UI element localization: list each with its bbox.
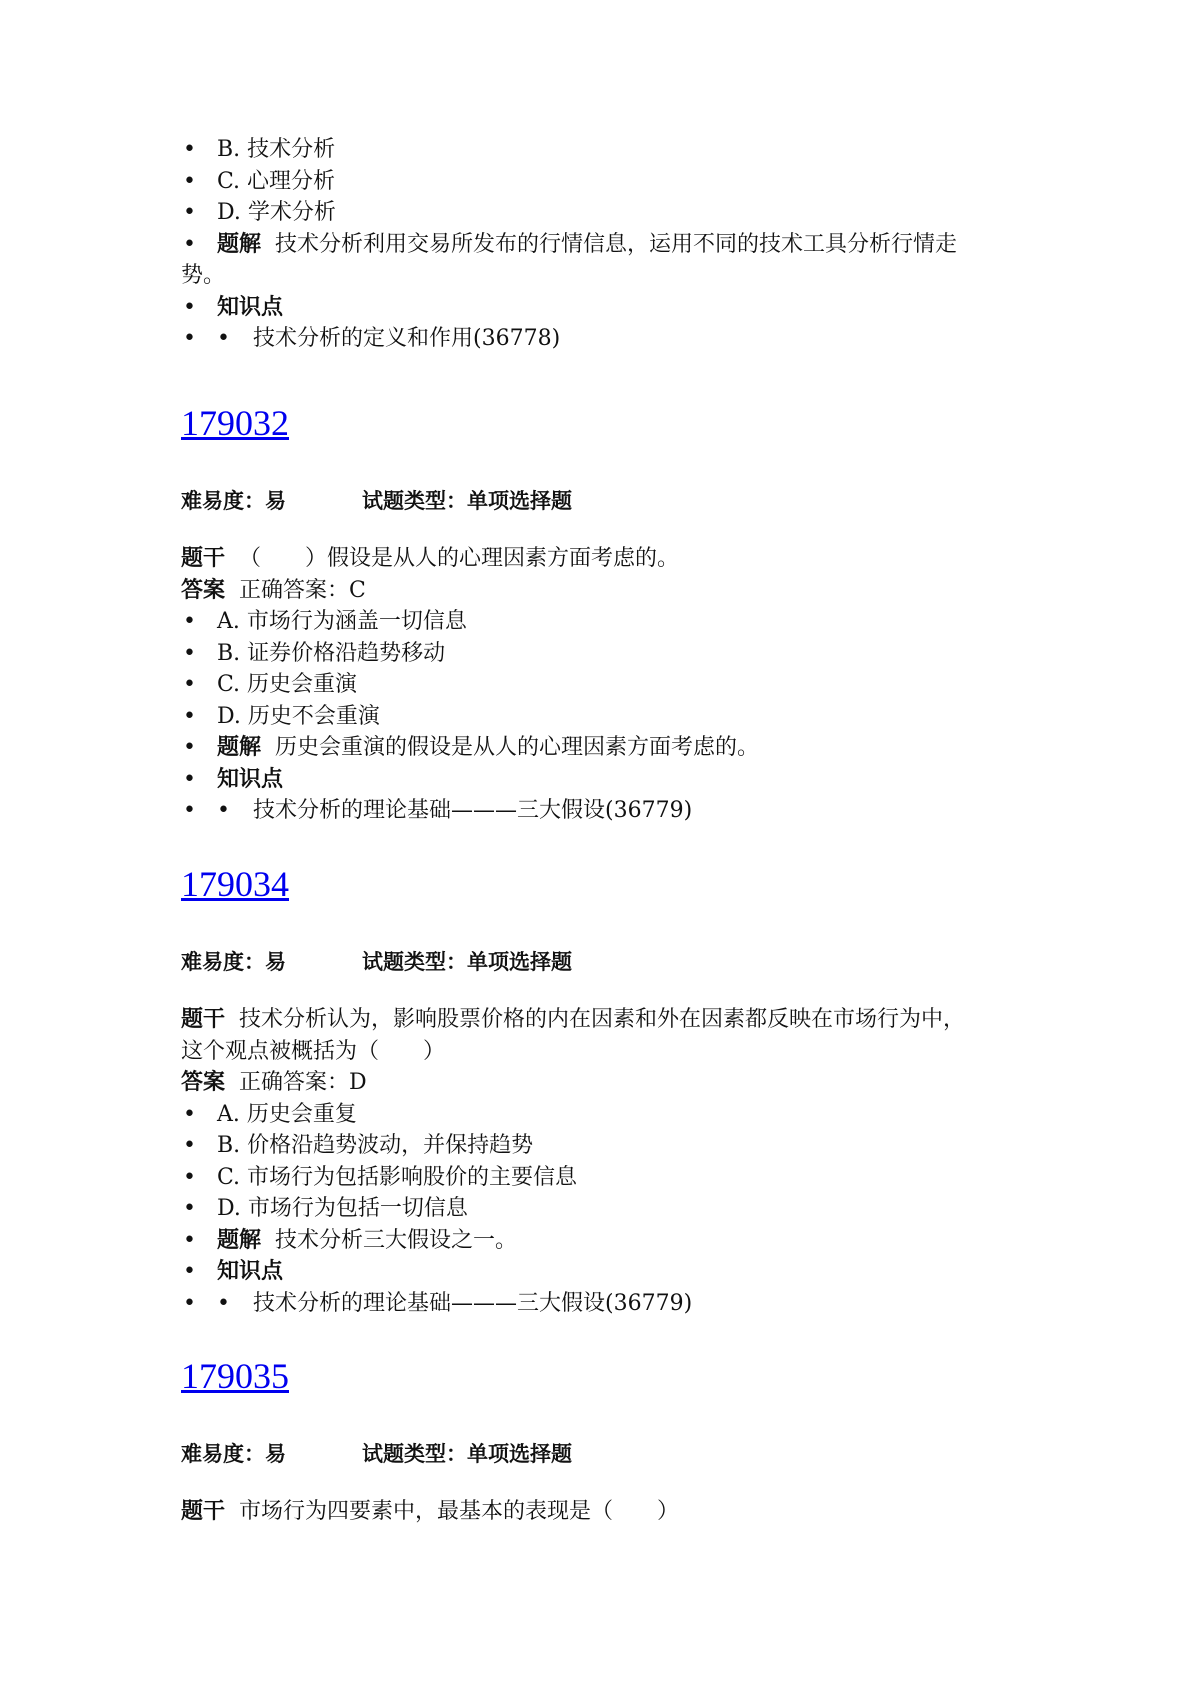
question-stem-continuation: 这个观点被概括为（ ） [181,1038,446,1064]
list-item-option-d: • D. 市场行为包括一切信息 [183,1196,468,1221]
knowledge-label: 知识点 [217,294,284,320]
question-body-179034 [181,1004,965,1319]
list-item-option-d: • D. 学术分析 [183,200,336,225]
question-179035 [181,1355,289,1397]
list-item-knowledge: • 知识点 [183,766,284,792]
question-179034 [181,863,289,905]
question-179032 [181,402,289,444]
previous-question-tail [181,134,957,355]
list-item-option-d: • D. 历史不会重演 [183,703,380,729]
question-id-link[interactable]: 179035 [181,1356,289,1396]
question-meta [181,485,572,515]
list-item-option-b: • B. 技术分析 [183,137,336,162]
answer-label: 答案 [181,1070,226,1095]
explanation-label: 题解 [217,231,262,257]
stem-label: 题干 [181,546,226,571]
list-item-option-c: • C. 历史会重演 [183,672,358,697]
question-stem: 题干 （ ）假设是从人的心理因素方面考虑的。 [181,546,680,571]
explanation-label: 题解 [217,1227,262,1253]
answer-label: 答案 [181,577,226,603]
question-id-link[interactable]: 179032 [181,403,289,443]
list-item-option-c: • C. 市场行为包括影响股价的主要信息 [183,1164,578,1190]
list-item-option-a: • A. 市场行为涵盖一切信息 [183,609,467,634]
question-answer: 答案 正确答案：D [181,1070,367,1095]
question-type-label: 试题类型：单项选择题 [362,950,572,974]
list-item-knowledge: • 知识点 [183,294,284,320]
question-body-179032 [181,543,759,827]
knowledge-label: 知识点 [217,766,284,792]
explanation-label: 题解 [217,735,262,760]
list-item-option-c: • C. 心理分析 [183,168,336,194]
question-meta [181,946,572,976]
stem-label: 题干 [181,1007,226,1032]
question-meta [181,1438,572,1468]
list-item-explanation: • 题解 历史会重演的假设是从人的心理因素方面考虑的。 [183,735,760,760]
list-item-knowledge-point: • • 技术分析的理论基础———三大假设(36779) [183,1290,693,1316]
explanation-continuation: 势。 [181,263,226,288]
question-body-179035 [181,1496,679,1528]
list-item-option-b: • B. 证券价格沿趋势移动 [183,640,446,666]
knowledge-label: 知识点 [217,1259,284,1284]
question-id-link[interactable]: 179034 [181,864,289,904]
list-item-knowledge-point: • • 技术分析的理论基础———三大假设(36779) [183,798,693,823]
question-type-label: 试题类型：单项选择题 [362,1442,572,1466]
list-item-knowledge-point: • • 技术分析的定义和作用(36778) [183,326,561,351]
question-stem: 题干 技术分析认为，影响股票价格的内在因素和外在因素都反映在市场行为中， [181,1007,966,1032]
difficulty-label: 难易度：易 [181,489,286,513]
list-item-option-b: • B. 价格沿趋势波动，并保持趋势 [183,1133,534,1158]
question-stem: 题干 市场行为四要素中，最基本的表现是（ ） [181,1499,680,1524]
list-item-option-a: • A. 历史会重复 [183,1101,357,1127]
difficulty-label: 难易度：易 [181,950,286,974]
question-type-label: 试题类型：单项选择题 [362,489,572,513]
difficulty-label: 难易度：易 [181,1442,286,1466]
stem-label: 题干 [181,1499,226,1524]
question-answer: 答案 正确答案：C [181,577,366,603]
list-item-explanation: • 题解 技术分析利用交易所发布的行情信息，运用不同的技术工具分析行情走 [183,231,958,257]
list-item-explanation: • 题解 技术分析三大假设之一。 [183,1227,518,1253]
list-item-knowledge: • 知识点 [183,1259,284,1284]
